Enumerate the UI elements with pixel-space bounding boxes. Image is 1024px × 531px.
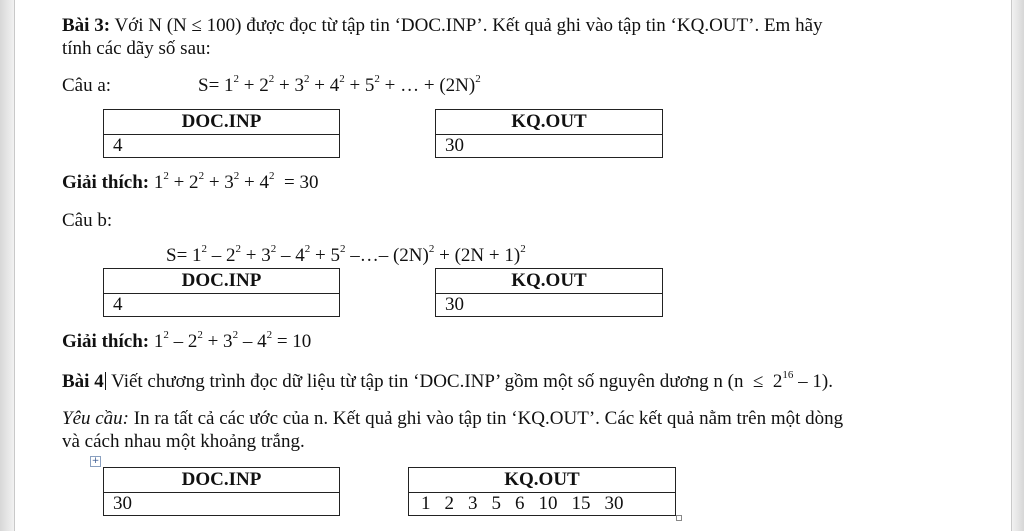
cau-a-explain: Giải thích: $1^2 + 2^2 + 3^2 + 4^2 = 30$	[62, 169, 319, 193]
divisor-value: 10	[538, 493, 558, 514]
bai3-intro-line1: Bài 3: Với N (N ≤ 100) được đọc từ tập tin ‘DOC.INP’. Kết quả ghi vào tập tin ‘KQ.OUT’. Em hãy	[62, 15, 823, 36]
divisor-value: 6	[515, 493, 525, 514]
cau-a-output-value: 30	[445, 135, 464, 156]
bai4-requirement-line2: và cách nhau một khoảng trắng.	[62, 431, 305, 452]
cau-a-formula: $S= 1^2 + 2^2 + 3^2 + 4^2 + 5^2$ + … + $(2N)^2$	[198, 72, 481, 96]
cau-b-output-value: 30	[445, 294, 464, 315]
cau-b-input-title: DOC.INP	[104, 269, 339, 294]
bai4-input-value: 30	[113, 493, 132, 514]
cau-b-input-table	[103, 268, 340, 317]
bai4-heading-line: Bài 4 Viết chương trình đọc dữ liệu từ tập tin ‘DOC.INP’ gồm một số nguyên dương n $(n \le 2^{16} - 1)$.	[62, 368, 833, 392]
divisor-value: 30	[604, 493, 624, 514]
cau-a-input-title: DOC.INP	[104, 110, 339, 135]
bai4-input-title: DOC.INP	[104, 468, 339, 493]
table-resize-handle[interactable]	[676, 515, 682, 521]
cau-b-explain: Giải thích: $1^2 - 2^2 + 3^2 - 4^2 = 10$	[62, 328, 312, 352]
window-frame-left	[0, 0, 15, 531]
divisor-value: 15	[571, 493, 591, 514]
cau-b-formula: $S= 1^2 - 2^2 + 3^2 - 4^2 + 5^2$ –…– $(2N)^2 + (2N + 1)^2$	[166, 242, 526, 266]
bai3-heading: Bài 3:	[62, 15, 111, 36]
bai4-output-values	[409, 493, 675, 515]
cau-a-output-table	[435, 109, 663, 158]
cau-a-input-table	[103, 109, 340, 158]
cau-b-input-value: 4	[113, 294, 123, 315]
divisor-value: 5	[491, 493, 501, 514]
divisor-value: 3	[468, 493, 478, 514]
bai4-output-title: KQ.OUT	[409, 468, 675, 493]
bai4-output-table	[408, 467, 676, 516]
cau-b-label: Câu b:	[62, 210, 113, 231]
divisor-value: 2	[444, 493, 454, 514]
cau-a-output-title: KQ.OUT	[436, 110, 662, 135]
cau-b-output-title: KQ.OUT	[436, 269, 662, 294]
cau-a-label: Câu a:	[62, 75, 112, 96]
cau-b-output-table	[435, 268, 663, 317]
bai4-input-table	[103, 467, 340, 516]
window-frame-right	[1011, 0, 1024, 531]
bai4-requirement-line1: Yêu cầu: In ra tất cả các ước của n. Kết quả ghi vào tập tin ‘KQ.OUT’. Các kết quả nằm trên một dòng	[62, 408, 844, 429]
divisor-value: 1	[421, 493, 431, 514]
bai3-intro-line2: tính các dãy số sau:	[62, 38, 211, 59]
cau-a-input-value: 4	[113, 135, 123, 156]
table-move-handle-icon[interactable]: +	[91, 456, 100, 466]
bai4-heading: Bài 4	[62, 371, 104, 392]
text-cursor	[105, 372, 106, 390]
